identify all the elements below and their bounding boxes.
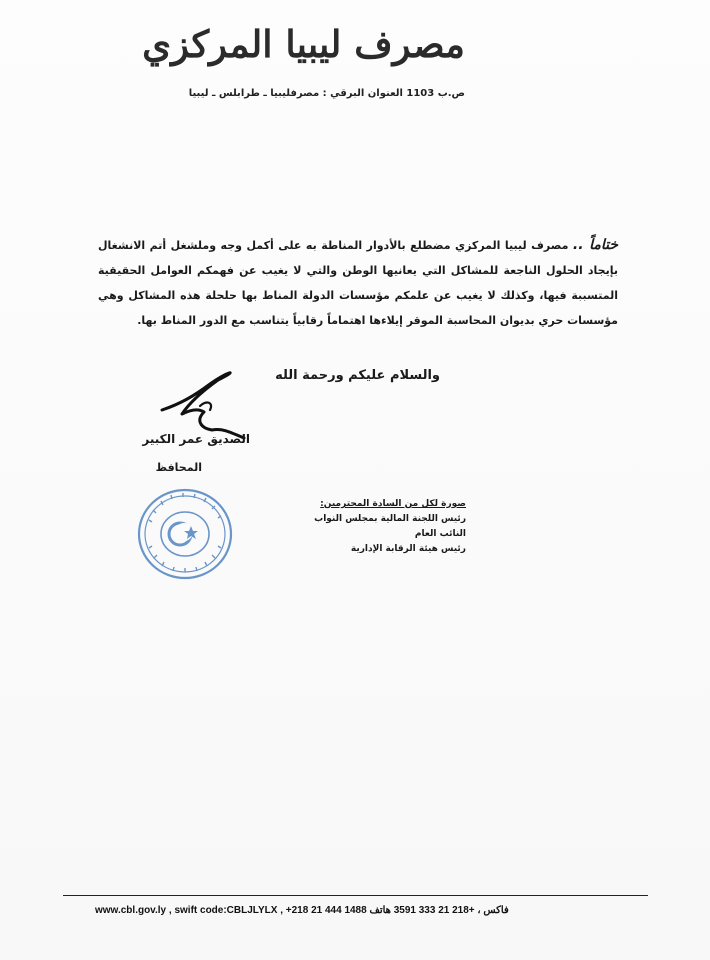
signatory-name: الصديق عمر الكبير [142,432,250,446]
closing-greeting: والسلام عليكم ورحمة الله [275,368,440,383]
footer-contact: www.cbl.gov.ly , swift code:CBLJLYLX , +218 21 444 1488 فاكس ، +218 21 333 3591 هاتف [95,905,509,916]
copies-heading: صورة لكل من السادة المحترمين: [320,499,466,509]
postal-address: ص.ب 1103 العنوان البرقي : مصرفليبيا ـ طرابلس ـ ليبيا [188,88,465,99]
copies-block [314,497,466,557]
letter-body [98,233,618,333]
footer-divider [63,895,648,896]
signatory-title: المحافظ [155,461,202,474]
copy-recipient: رئيس هيئة الرقابة الإدارية [350,544,466,554]
copy-recipient: النائب العام [414,529,466,539]
copy-recipient: رئيس اللجنة المالية بمجلس النواب [314,514,466,524]
closing-paragraph: مصرف ليبيا المركزي مضطلع بالأدوار المناطة به على أكمل وجه وملشغل أتم الانشغال بإيجاد الحلول الناجعة للمشاكل التي يعانيها الوطن والتي لا يغيب عن فهمكم العوامل الحقيقية المتسببة فيها، وكذلك لا يغيب عن علمكم مؤسسات الدولة المناط بها حلحلة هذه المشاكل وهي مؤسسات حري بديوان المحاسبة الموقر إيلاءها اهتماماً رقابياً يتناسب مع الدور المناط بها. [98,239,618,327]
closing-lead: ختاماً .. [572,237,618,253]
bank-logo: مصرف ليبيا المركزي [142,22,465,66]
official-seal [135,486,235,582]
